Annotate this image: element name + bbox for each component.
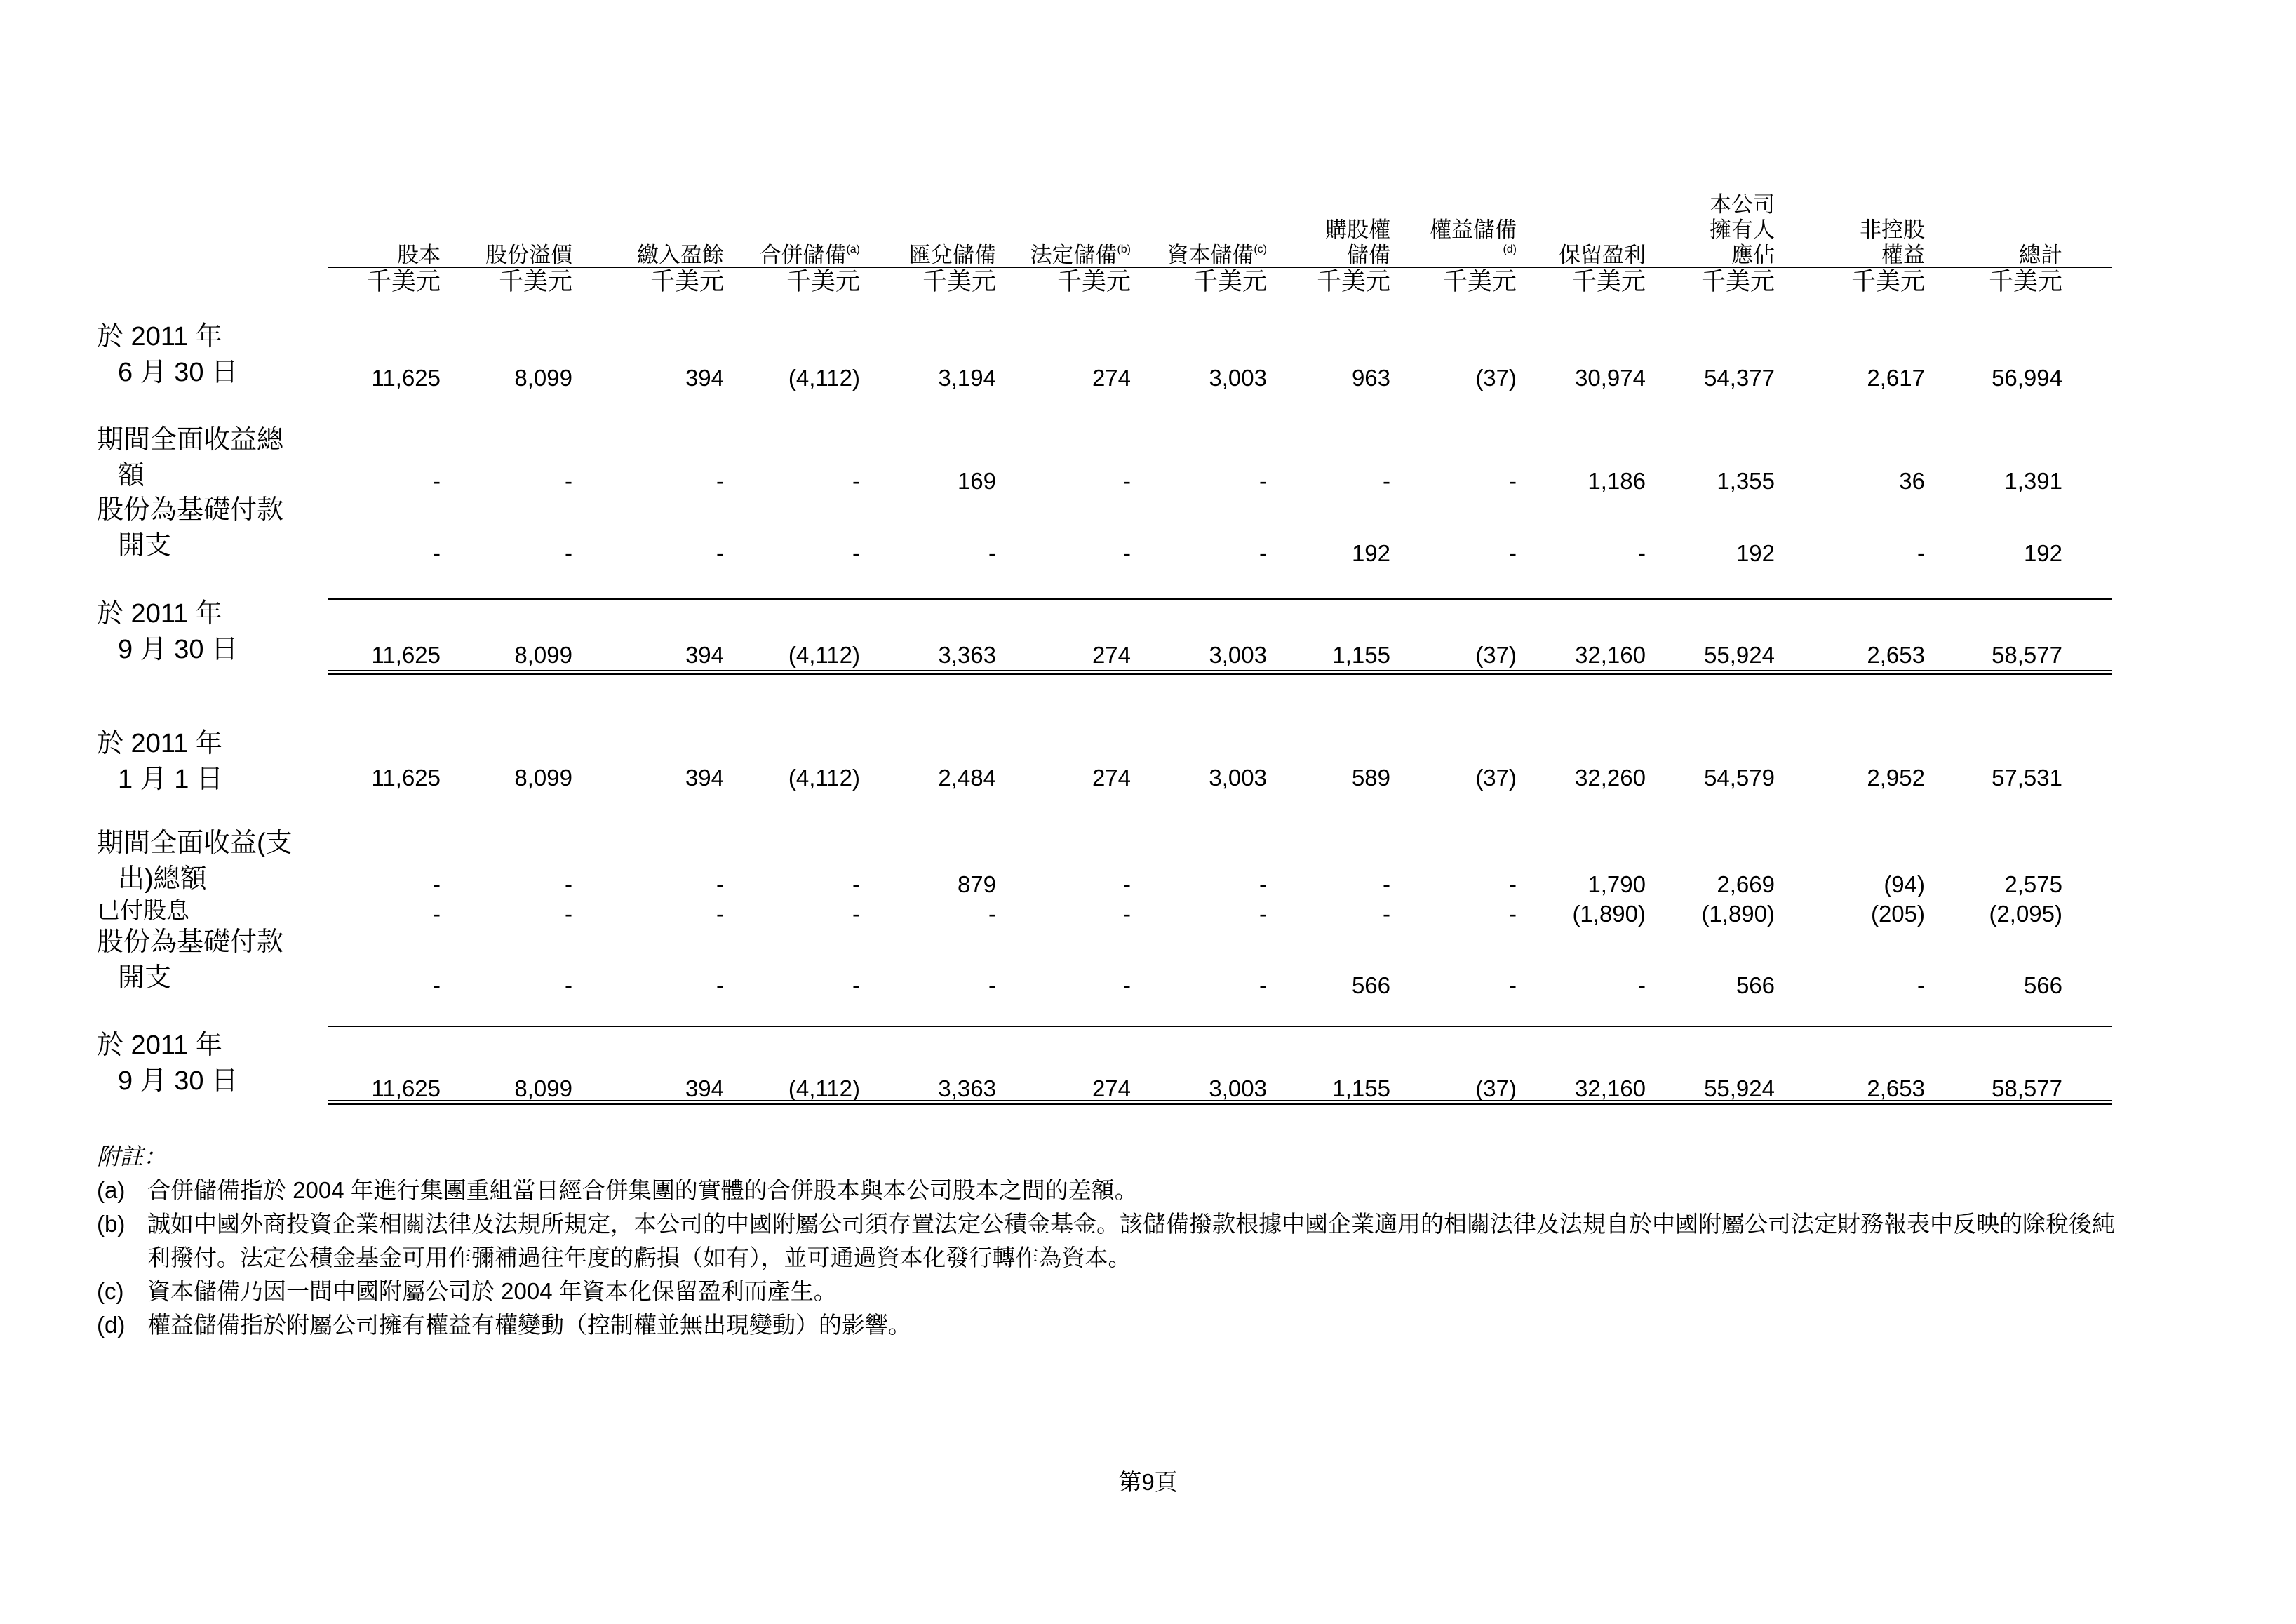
table-cell: 169 xyxy=(957,468,996,494)
row-label: 已付股息 xyxy=(97,897,189,923)
table-cell: 1,391 xyxy=(2004,468,2062,494)
table-cell: (37) xyxy=(1475,765,1517,791)
table-cell: 8,099 xyxy=(514,365,572,391)
column-header: 繳入盈餘 xyxy=(637,243,724,267)
table-cell: - xyxy=(1383,871,1390,897)
table-cell: - xyxy=(565,901,572,927)
row-label: 於 2011 年 xyxy=(97,1031,222,1060)
table-cell: - xyxy=(1123,468,1131,494)
table-cell: - xyxy=(433,972,441,998)
table-cell: (1,890) xyxy=(1701,901,1775,927)
unit-label: 千美元 xyxy=(1851,268,1925,295)
unit-label: 千美元 xyxy=(1700,268,1775,295)
note-mark: (b) xyxy=(97,1211,126,1237)
column-header: 保留盈利 xyxy=(1559,243,1646,267)
table-cell: - xyxy=(852,468,860,494)
table-cell: 54,377 xyxy=(1704,365,1775,391)
table-cell: 1,155 xyxy=(1332,642,1390,668)
unit-label: 千美元 xyxy=(1571,268,1646,295)
column-header: 資本儲備$^{(c)}$ xyxy=(1167,243,1267,267)
table-cell: - xyxy=(1123,901,1131,927)
row-label: 期間全面收益(支 xyxy=(97,828,293,858)
table-cell: - xyxy=(716,901,724,927)
table-cell: - xyxy=(988,901,996,927)
unit-label: 千美元 xyxy=(786,268,860,295)
table-cell: 394 xyxy=(685,642,724,668)
column-header: 儲備 xyxy=(1347,243,1390,267)
table-cell: - xyxy=(716,972,724,998)
unit-label: 千美元 xyxy=(366,268,441,295)
column-header: 本公司 xyxy=(1710,192,1775,217)
table-cell: - xyxy=(1123,540,1131,566)
table-cell: 1,186 xyxy=(1587,468,1646,494)
table-cell: - xyxy=(433,871,441,897)
table-cell: - xyxy=(1259,901,1267,927)
table-cell: - xyxy=(1259,468,1267,494)
table-cell: - xyxy=(1259,972,1267,998)
subtotal-rule xyxy=(328,598,2112,600)
table-cell: - xyxy=(716,540,724,566)
row-label: 開支 xyxy=(118,531,172,561)
total-double-rule xyxy=(328,670,2112,675)
table-cell: 30,974 xyxy=(1575,365,1646,391)
row-label: 股份為基礎付款 xyxy=(97,927,284,957)
footnote-ref: (b) xyxy=(1117,243,1131,255)
column-header: 應佔 xyxy=(1731,243,1775,267)
unit-label: 千美元 xyxy=(1193,268,1267,295)
table-cell: 54,579 xyxy=(1704,765,1775,791)
table-cell: - xyxy=(433,468,441,494)
table-cell: - xyxy=(565,540,572,566)
table-cell: 394 xyxy=(685,765,724,791)
unit-label: 千美元 xyxy=(498,268,572,295)
page-number: 第9頁 xyxy=(1118,1469,1178,1495)
table-cell: - xyxy=(1509,540,1517,566)
row-label: 額 xyxy=(118,461,145,490)
table-cell: - xyxy=(1383,901,1390,927)
table-cell: - xyxy=(1638,972,1646,998)
table-cell: - xyxy=(852,540,860,566)
column-header: 非控股 xyxy=(1860,217,1925,242)
table-cell: 55,924 xyxy=(1704,1075,1775,1101)
table-cell: - xyxy=(852,972,860,998)
footnote-ref: (c) xyxy=(1254,243,1267,255)
unit-label: 千美元 xyxy=(1056,268,1131,295)
row-label: 6 月 30 日 xyxy=(118,358,239,387)
column-header: 總計 xyxy=(2019,243,2062,267)
table-cell: 1,790 xyxy=(1587,871,1646,897)
table-cell: 58,577 xyxy=(1992,642,2062,668)
notes-section xyxy=(97,1140,2131,1342)
table-cell: 3,003 xyxy=(1209,365,1267,391)
table-cell: (205) xyxy=(1870,901,1925,927)
table-cell: 2,575 xyxy=(2004,871,2062,897)
table-cell: 11,625 xyxy=(371,642,441,668)
table-cell: - xyxy=(988,540,996,566)
table-cell: - xyxy=(1259,871,1267,897)
row-label: 於 2011 年 xyxy=(97,599,222,629)
table-cell: 2,484 xyxy=(938,765,996,791)
unit-label: 千美元 xyxy=(1316,268,1390,295)
footnote-ref: (a) xyxy=(846,243,860,255)
table-cell: 274 xyxy=(1092,642,1131,668)
column-header: 股份溢價 xyxy=(485,243,572,267)
note-text: 資本儲備乃因一間中國附屬公司於 2004 年資本化保留盈利而產生。 xyxy=(147,1278,837,1304)
table-cell: - xyxy=(565,871,572,897)
table-cell: 2,952 xyxy=(1867,765,1925,791)
column-header: 購股權 xyxy=(1325,217,1390,242)
note-a xyxy=(97,1174,2131,1207)
table-cell: 8,099 xyxy=(514,765,572,791)
table-cell: - xyxy=(433,540,441,566)
footnote-ref: (d) xyxy=(1503,243,1517,255)
table-cell: 566 xyxy=(2023,972,2062,998)
table-cell: 36 xyxy=(1899,468,1925,494)
table-cell: 192 xyxy=(1736,540,1775,566)
row-label: 出)總額 xyxy=(118,864,207,894)
table-cell: (1,890) xyxy=(1572,901,1646,927)
table-cell: 566 xyxy=(1351,972,1390,998)
note-b xyxy=(97,1207,2131,1275)
row-label: 1 月 1 日 xyxy=(118,765,223,794)
table-cell: 589 xyxy=(1351,765,1390,791)
column-header: 股本 xyxy=(397,243,441,267)
table-cell: 11,625 xyxy=(371,1075,441,1101)
table-cell: 274 xyxy=(1092,1075,1131,1101)
table-cell: 3,003 xyxy=(1209,765,1267,791)
row-label: 9 月 30 日 xyxy=(118,635,239,664)
table-cell: 3,003 xyxy=(1209,642,1267,668)
table-cell: 3,194 xyxy=(938,365,996,391)
header-rule xyxy=(328,267,2112,268)
table-cell: - xyxy=(1259,540,1267,566)
table-cell: (37) xyxy=(1475,642,1517,668)
table-cell: 56,994 xyxy=(1992,365,2062,391)
table-cell: 1,155 xyxy=(1332,1075,1390,1101)
table-cell: (4,112) xyxy=(788,365,860,391)
table-cell: - xyxy=(988,972,996,998)
table-cell: 57,531 xyxy=(1992,765,2062,791)
table-cell: - xyxy=(716,871,724,897)
table-cell: - xyxy=(1917,540,1925,566)
row-label: 於 2011 年 xyxy=(97,729,222,758)
table-cell: - xyxy=(565,468,572,494)
table-cell: (37) xyxy=(1475,1075,1517,1101)
table-cell: (37) xyxy=(1475,365,1517,391)
table-cell: - xyxy=(1638,540,1646,566)
note-text: 權益儲備指於附屬公司擁有權益有權變動（控制權並無出現變動）的影響。 xyxy=(147,1312,911,1338)
unit-label: 千美元 xyxy=(1988,268,2062,295)
table-cell: (2,095) xyxy=(1989,901,2062,927)
table-cell: - xyxy=(1123,871,1131,897)
table-cell: 58,577 xyxy=(1992,1075,2062,1101)
table-cell: 32,160 xyxy=(1575,642,1646,668)
note-d xyxy=(97,1308,2131,1342)
row-label: 開支 xyxy=(118,963,172,993)
note-text: 合併儲備指於 2004 年進行集團重組當日經合併集團的實體的合併股本與本公司股本之間的差額。 xyxy=(147,1177,1138,1203)
table-cell: 879 xyxy=(957,871,996,897)
table-cell: - xyxy=(1509,871,1517,897)
table-cell: 2,653 xyxy=(1867,642,1925,668)
column-header: 法定儲備$^{(b)}$ xyxy=(1030,243,1131,267)
table-cell: 3,363 xyxy=(938,642,996,668)
table-cell: 11,625 xyxy=(371,765,441,791)
row-label: 期間全面收益總 xyxy=(97,425,284,455)
table-cell: 2,617 xyxy=(1867,365,1925,391)
table-cell: - xyxy=(1509,972,1517,998)
table-cell: 2,653 xyxy=(1867,1075,1925,1101)
table-cell: - xyxy=(565,972,572,998)
table-cell: 11,625 xyxy=(371,365,441,391)
notes-title: 附註： xyxy=(97,1143,166,1169)
table-cell: 55,924 xyxy=(1704,642,1775,668)
row-label: 於 2011 年 xyxy=(97,322,222,351)
table-cell: 192 xyxy=(1351,540,1390,566)
column-header: 擁有人 xyxy=(1710,217,1775,242)
table-cell: 3,003 xyxy=(1209,1075,1267,1101)
note-text: 誠如中國外商投資企業相關法律及法規所規定，本公司的中國附屬公司須存置法定公積金基金。該儲備撥款根據中國企業適用的相關法律及法規自於中國附屬公司法定財務報表中反映的除稅後純利撥付。法定公積金基金可用作彌補過往年度的虧損（如有），並可通過資本化發行轉作為資本。 xyxy=(147,1211,2115,1270)
table-cell: - xyxy=(716,468,724,494)
column-header: 權益儲備 xyxy=(1430,217,1517,242)
table-cell: (94) xyxy=(1884,871,1925,897)
table-cell: 963 xyxy=(1351,365,1390,391)
table-cell: - xyxy=(1509,901,1517,927)
unit-label: 千美元 xyxy=(1442,268,1517,295)
table-cell: 274 xyxy=(1092,765,1131,791)
table-cell: - xyxy=(1917,972,1925,998)
table-cell: - xyxy=(852,871,860,897)
table-cell: - xyxy=(433,901,441,927)
table-cell: 192 xyxy=(2023,540,2062,566)
total-double-rule xyxy=(328,1100,2112,1105)
unit-label: 千美元 xyxy=(922,268,996,295)
table-cell: (4,112) xyxy=(788,642,860,668)
table-cell: - xyxy=(1123,972,1131,998)
column-header: 匯兌儲備 xyxy=(909,243,996,267)
table-cell: (4,112) xyxy=(788,1075,860,1101)
table-cell: 1,355 xyxy=(1717,468,1775,494)
row-label: 股份為基礎付款 xyxy=(97,495,284,525)
table-cell: - xyxy=(1383,468,1390,494)
note-mark: (d) xyxy=(97,1312,126,1338)
column-header: 權益 xyxy=(1881,243,1925,267)
table-cell: 2,669 xyxy=(1717,871,1775,897)
note-mark: (a) xyxy=(97,1177,126,1203)
subtotal-rule xyxy=(328,1026,2112,1027)
table-cell: 394 xyxy=(685,365,724,391)
table-cell: - xyxy=(1509,468,1517,494)
row-label: 9 月 30 日 xyxy=(118,1066,239,1096)
unit-label: 千美元 xyxy=(650,268,724,295)
table-cell: 566 xyxy=(1736,972,1775,998)
note-c xyxy=(97,1275,2131,1308)
table-cell: 32,260 xyxy=(1575,765,1646,791)
table-cell: 8,099 xyxy=(514,642,572,668)
table-cell: - xyxy=(852,901,860,927)
table-cell: 3,363 xyxy=(938,1075,996,1101)
table-cell: (4,112) xyxy=(788,765,860,791)
table-cell: 274 xyxy=(1092,365,1131,391)
table-cell: 32,160 xyxy=(1575,1075,1646,1101)
note-mark: (c) xyxy=(97,1278,124,1304)
column-header: 合併儲備$^{(a)}$ xyxy=(759,243,860,267)
table-cell: 394 xyxy=(685,1075,724,1101)
table-cell: 8,099 xyxy=(514,1075,572,1101)
